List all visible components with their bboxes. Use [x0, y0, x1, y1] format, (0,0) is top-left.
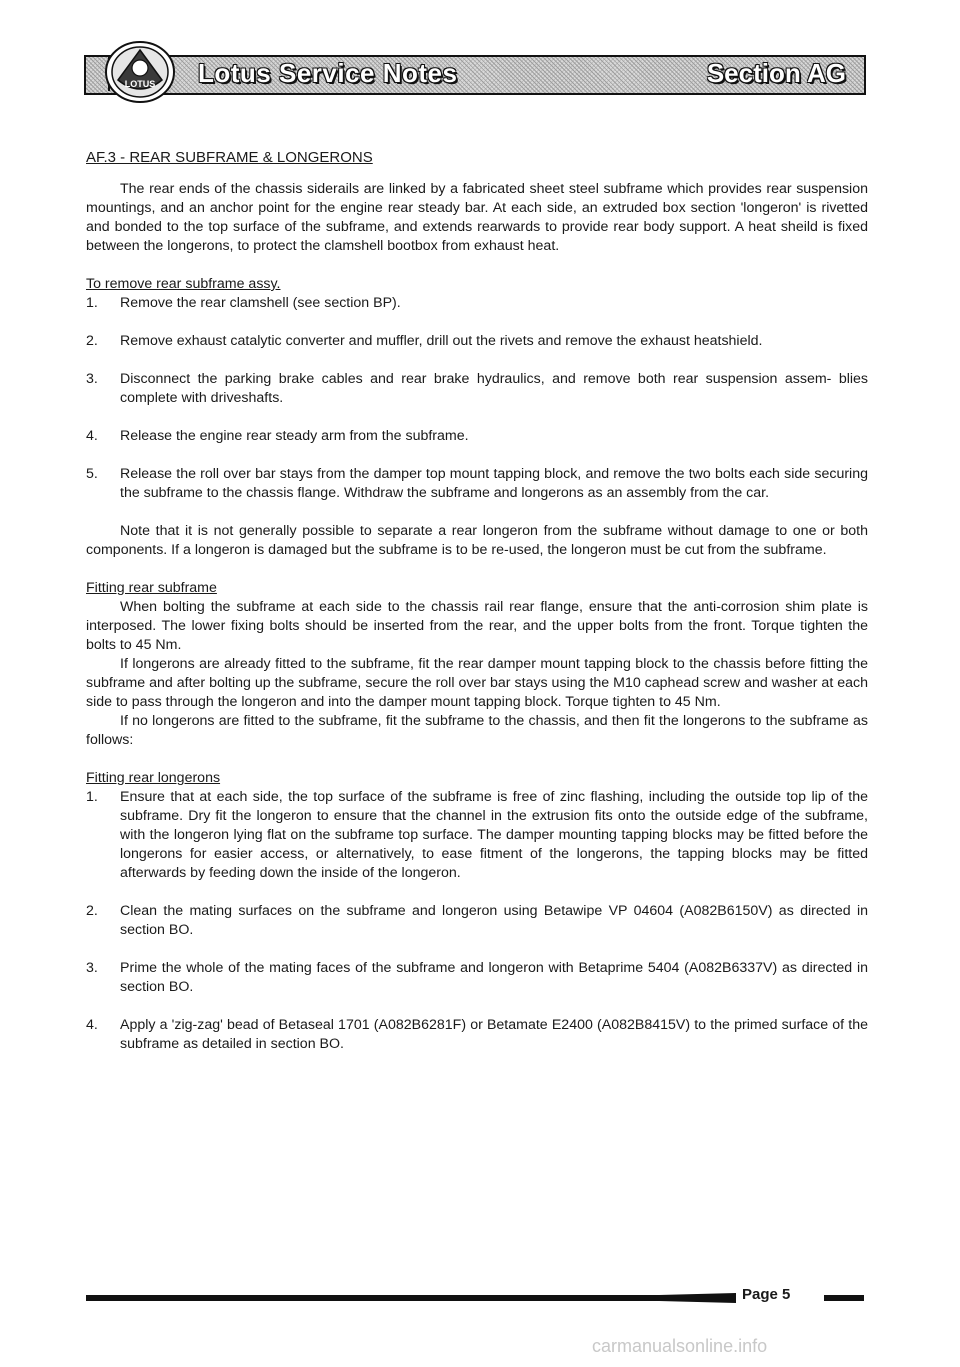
footer-dash [824, 1295, 864, 1301]
list-item [86, 332, 868, 351]
step-number: 1. [86, 789, 98, 805]
intro-paragraph: The rear ends of the chassis siderails are linked by a fabricated sheet steel subframe which provides rear suspension mountings, and an anchor point for the engine rear steady bar. At each side, an extruded box section 'longeron' is rivetted and bonded to the top surface of the subframe, and extends rearwards to provide rear body support. A heat sheild is fixed between the longerons, to protect the clamshell bootbox from exhaust heat. [86, 181, 868, 254]
list-item [86, 294, 868, 313]
step-text: Remove the rear clamshell (see section BP). [120, 295, 401, 311]
fitting-subframe-paragraph: When bolting the subframe at each side to the chassis rail rear flange, ensure that the anti-corrosion shim plate is interposed. The lower fixing bolts should be inserted from the rear, and the upper bolts from the front. Torque tighten the bolts to 45 Nm. [86, 599, 868, 653]
fitting-subframe-title: Fitting rear subframe [86, 580, 217, 596]
step-number: 2. [86, 903, 98, 919]
page-content [86, 148, 868, 1054]
list-item [86, 902, 868, 940]
step-number: 3. [86, 371, 98, 387]
list-item [86, 370, 868, 408]
fitting-subframe-paragraph: If longerons are already fitted to the subframe, fit the rear damper mount tapping block to the chassis before fitting the subframe and after bolting up the subframe, secure the roll over bar stays using the M10 caphead screw and washer at each side to pass through the longeron and into the damper mount tapping block. Torque tighten to 45 Nm. [86, 656, 868, 710]
step-text: Prime the whole of the mating faces of the subframe and longeron with Betaprime 5404 (A082B6337V) as directed in section BO. [120, 960, 868, 995]
note-paragraph: Note that it is not generally possible to separate a rear longeron from the subframe without damage to one or both components. If a longeron is damaged but the subframe is to be re-used, the longeron must be cut from the subframe. [86, 523, 868, 558]
list-item [86, 788, 868, 883]
step-number: 1. [86, 295, 98, 311]
logo-text: LOTUS [124, 79, 156, 89]
header-title: Lotus Service Notes [198, 58, 458, 88]
list-item [86, 427, 868, 446]
step-number: 4. [86, 428, 98, 444]
step-text: Release the engine rear steady arm from the subframe. [120, 428, 469, 444]
page-number: Page 5 [742, 1286, 791, 1303]
step-text: Ensure that at each side, the top surface of the subframe is free of zinc flashing, including the outside top lip of the subframe. Dry fit the longeron to ensure that the channel in the extrusion fits onto the outside edge of the subframe, with the longeron lying flat on the subframe top surface. The damper mounting tapping blocks may be fitted before the longerons for easier access, or alternatively, to ease fitment of the longerons, the tapping blocks may be fitted afterwards by feeding down the inside of the longeron. [120, 789, 868, 881]
fitting-subframe-paragraph: If no longerons are fitted to the subframe, fit the subframe to the chassis, and then fit the longerons to the subframe as follows: [86, 713, 868, 748]
step-text: Clean the mating surfaces on the subframe and longeron using Betawipe VP 04604 (A082B6150V) as directed in section BO. [120, 903, 868, 938]
fitting-longerons-title: Fitting rear longerons [86, 770, 221, 786]
step-number: 4. [86, 1017, 98, 1033]
list-item [86, 465, 868, 503]
step-text: Release the roll over bar stays from the damper top mount tapping block, and remove the two bolts each side securing the subframe to the chassis flange. Withdraw the subframe and longerons as an assembly from the car. [120, 466, 868, 501]
step-text: Remove exhaust catalytic converter and muffler, drill out the rivets and remove the exhaust heatshield. [120, 333, 763, 349]
step-text: Disconnect the parking brake cables and rear brake hydraulics, and remove both rear suspension assem- blies complete with driveshafts. [120, 371, 868, 406]
section-heading: AF.3 - REAR SUBFRAME & LONGERONS [86, 149, 373, 166]
step-number: 3. [86, 960, 98, 976]
step-number: 5. [86, 466, 98, 482]
list-item [86, 1016, 868, 1054]
watermark: carmanualsonline.info [592, 1336, 768, 1356]
step-number: 2. [86, 333, 98, 349]
list-item [86, 959, 868, 997]
header-section: Section AG [706, 58, 846, 88]
remove-subframe-title: To remove rear subframe assy. [86, 276, 281, 292]
step-text: Apply a 'zig-zag' bead of Betaseal 1701 (A082B6281F) or Betamate E2400 (A082B8415V) to the primed surface of the subframe as detailed in section BO. [120, 1017, 868, 1052]
lotus-logo-icon [104, 40, 176, 104]
